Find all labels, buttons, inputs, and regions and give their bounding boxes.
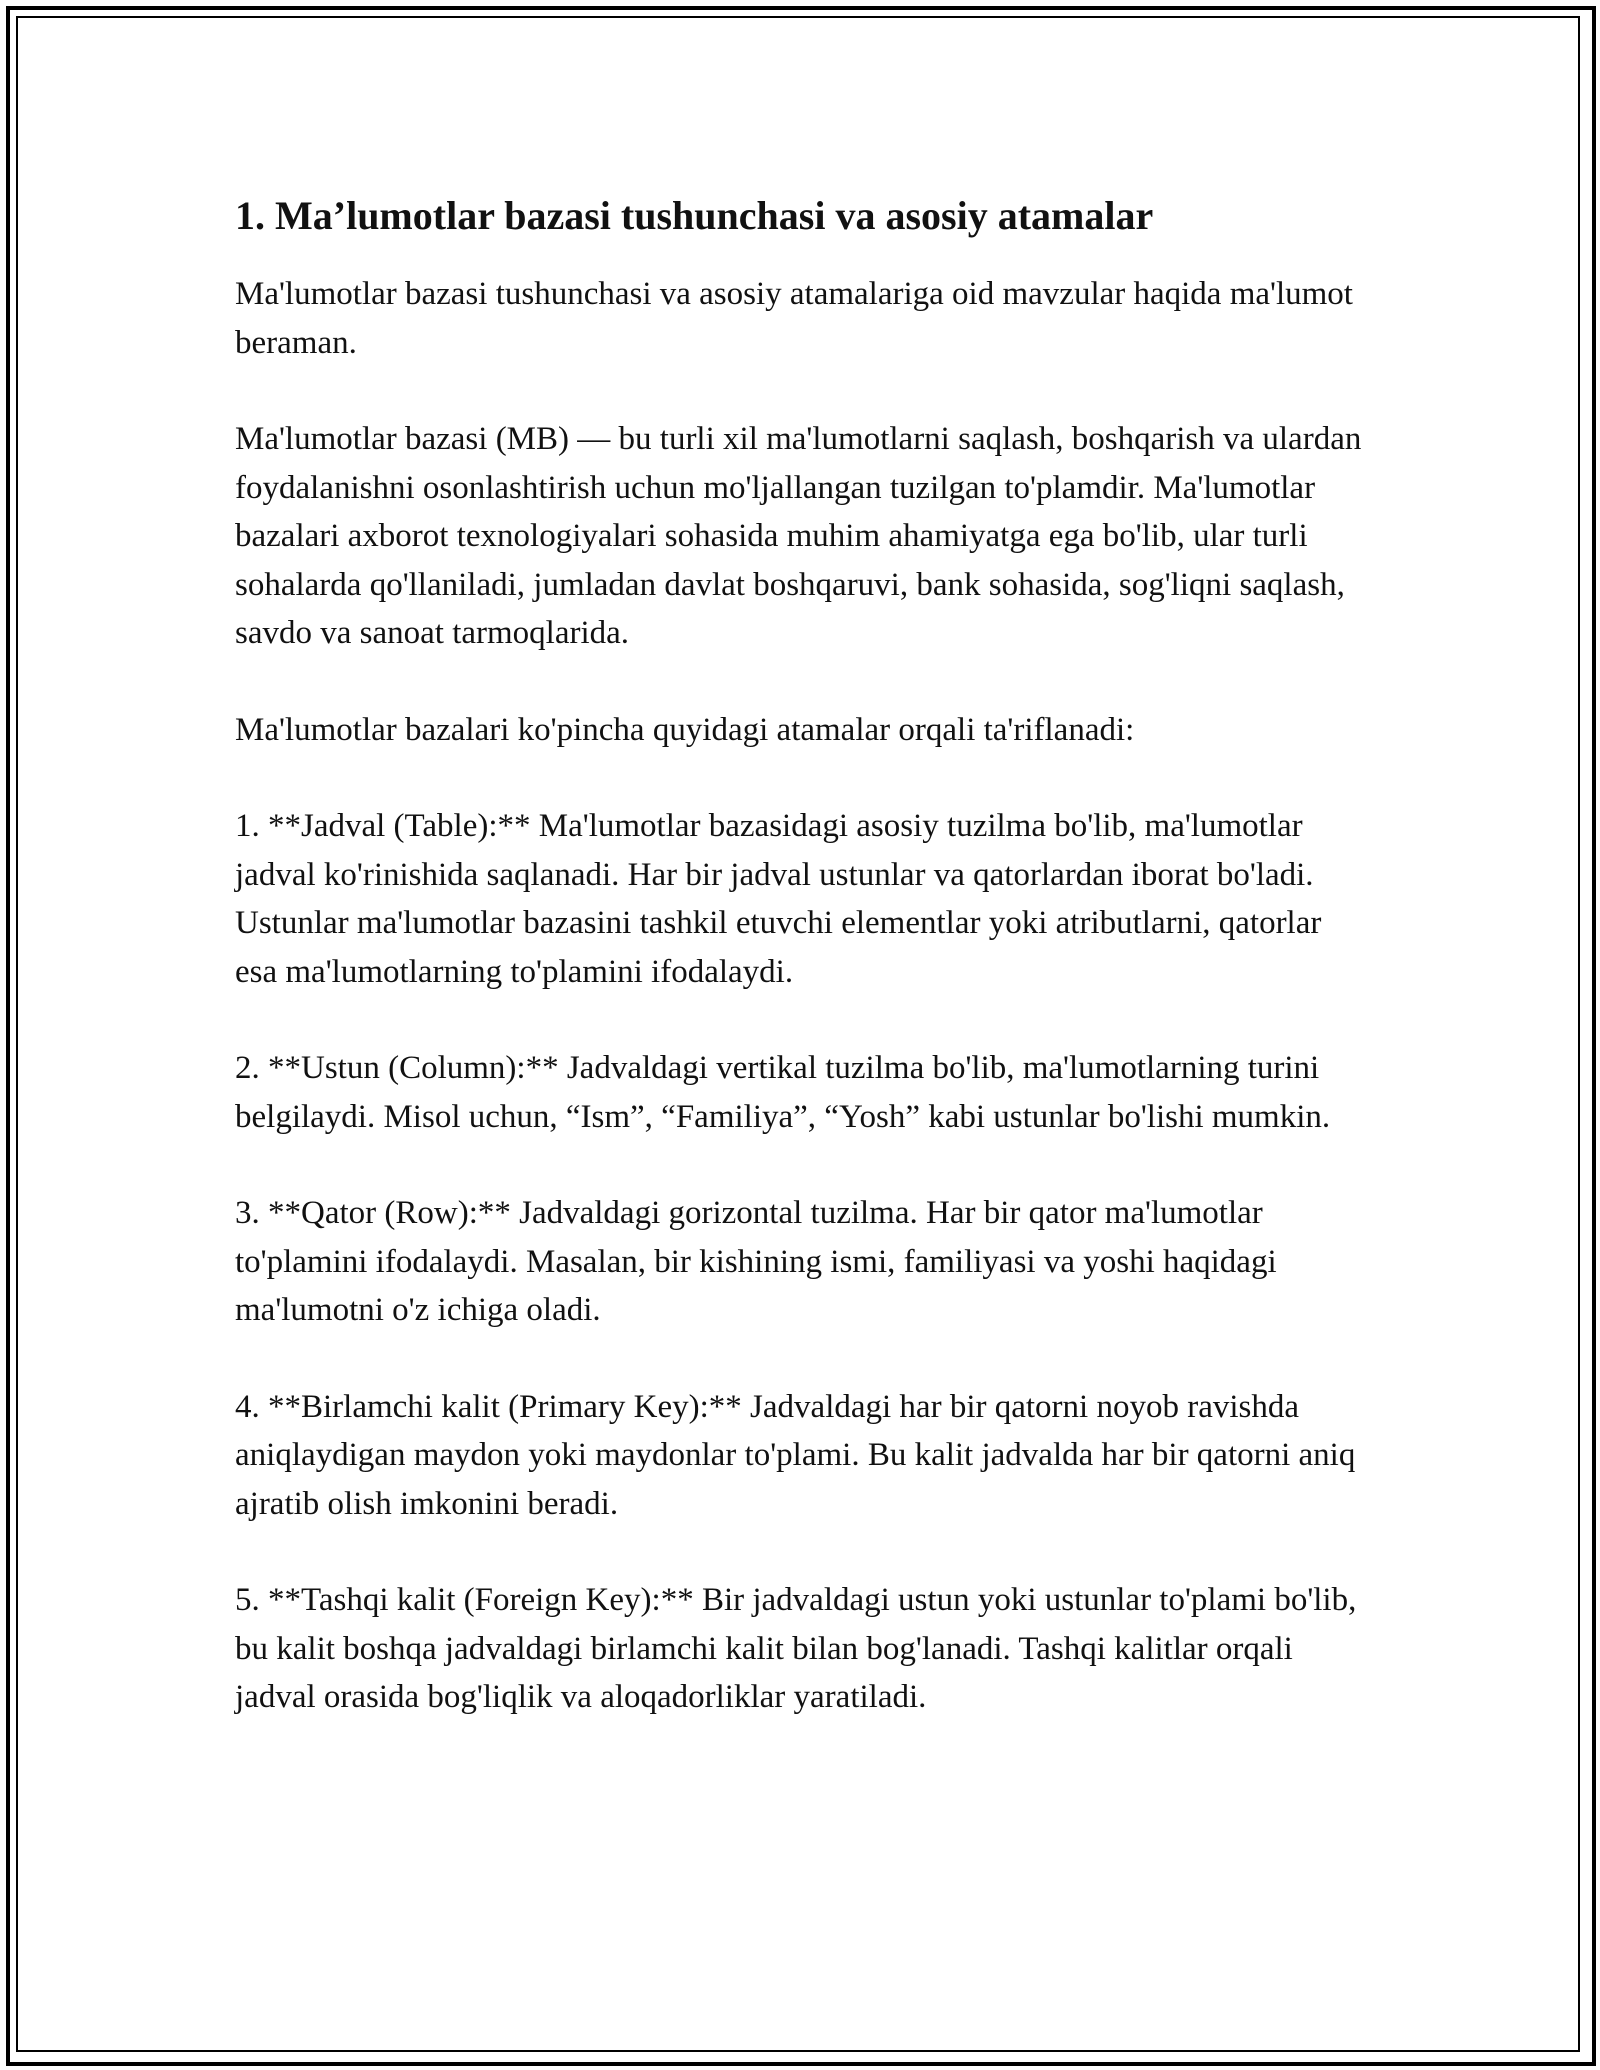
intro-paragraph: Ma'lumotlar bazasi tushunchasi va asosiy atamalariga oid mavzular haqida ma'lumot beraman. [235,276,1353,361]
document-body [235,180,1365,1770]
document-title: 1. Ma’lumotlar bazasi tushunchasi va asosiy atamalar [235,193,1154,238]
term-foreign-key-paragraph: 5. **Tashqi kalit (Foreign Key):** Bir jadvaldagi ustun yoki ustunlar to'plami bo'lib, bu kalit boshqa jadvaldagi birlamchi kalit bilan bog'lanadi. Tashqi kalitlar orqali jadval orasida bog'liqlik va aloqadorliklar yaratiladi. [235,1582,1357,1715]
term-row-paragraph: 3. **Qator (Row):** Jadvaldagi gorizontal tuzilma. Har bir qator ma'lumotlar to'plamini ifodalaydi. Masalan, bir kishining ismi, familiyasi va yoshi haqidagi ma'lumotni o'z ichiga oladi. [235,1195,1277,1328]
term-table-paragraph: 1. **Jadval (Table):** Ma'lumotlar bazasidagi asosiy tuzilma bo'lib, ma'lumotlar jadval ko'rinishida saqlanadi. Har bir jadval ustunlar va qatorlardan iborat bo'ladi. Ustunlar ma'lumotlar bazasini tashkil etuvchi elementlar yoki atributlarni, qatorlar esa ma'lumotlarning to'plamini ifodalaydi. [235,808,1322,990]
definition-paragraph: Ma'lumotlar bazasi (MB) — bu turli xil ma'lumotlarni saqlash, boshqarish va ulardan foydalanishni osonlashtirish uchun mo'ljallangan tuzilgan to'plamdir. Ma'lumotlar bazalari axborot texnologiyalari sohasida muhim ahamiyatga ega bo'lib, ular turli sohalarda qo'llaniladi, jumladan davlat boshqaruvi, bank sohasida, sog'liqni saqlash, savdo va sanoat tarmoqlarida. [235,421,1362,651]
terms-intro-paragraph: Ma'lumotlar bazalari ko'pincha quyidagi atamalar orqali ta'riflanadi: [235,711,1135,748]
term-primary-key-paragraph: 4. **Birlamchi kalit (Primary Key):** Jadvaldagi har bir qatorni noyob ravishda aniqlaydigan maydon yoki maydonlar to'plami. Bu kalit jadvalda har bir qatorni aniq ajratib olish imkonini beradi. [235,1388,1356,1522]
term-column-paragraph: 2. **Ustun (Column):** Jadvaldagi vertikal tuzilma bo'lib, ma'lumotlarning turini belgilaydi. Misol uchun, “Ism”, “Familiya”, “Yosh” kabi ustunlar bo'lishi mumkin. [235,1050,1331,1135]
